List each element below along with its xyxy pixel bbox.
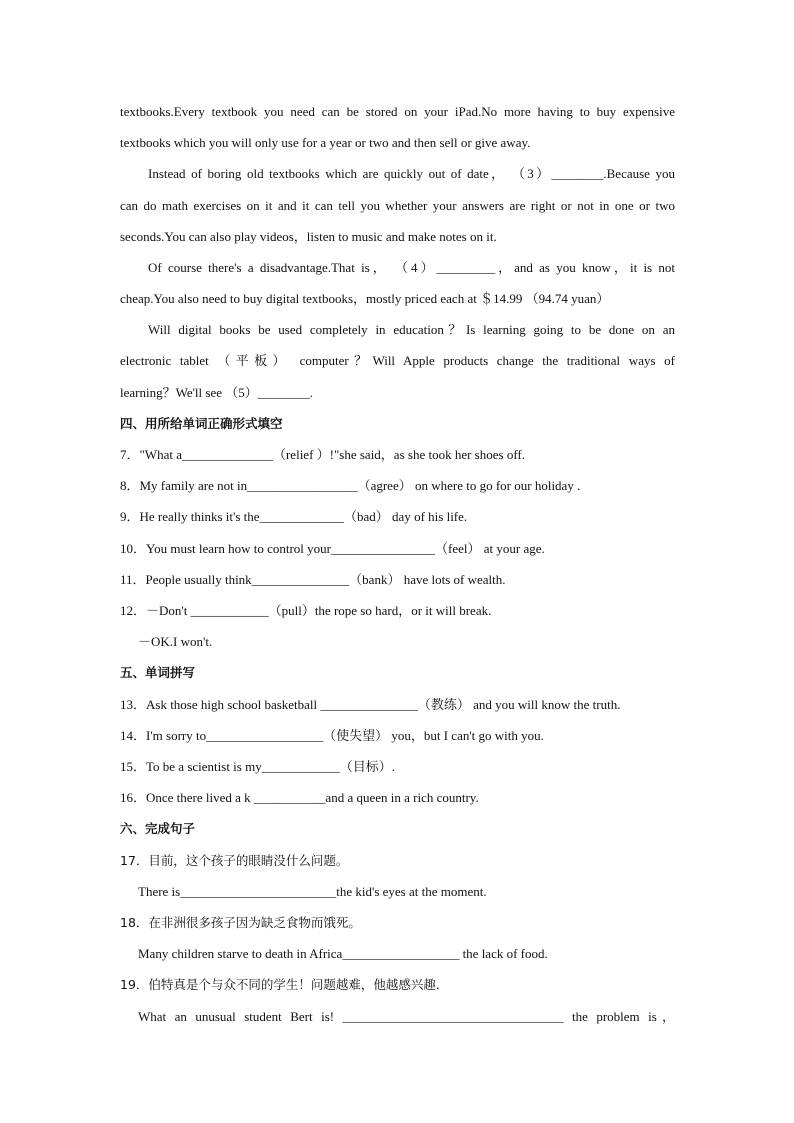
section-heading: 五、单词拼写 [120,665,196,680]
passage-line: cheap.You also need to buy digital textbooks，mostly priced each at ＄14.99 （94.74 yuan） [120,291,610,306]
question-17-prompt: 17．目前，这个孩子的眼睛没什么问题。 [120,853,349,868]
passage-line: Instead of boring old textbooks which are quickly out of date， （3）________.Because you [148,166,675,181]
question-18-answer: Many children starve to death in Africa__________________ the lack of food. [138,946,548,961]
passage-line: electronic tablet （平板） computer？Will Apple products change the traditional ways of [120,353,675,368]
passage-line: Of course there's a disadvantage.That is， （4）_________，and as you know，it is not [148,260,675,275]
section-heading: 四、用所给单词正确形式填空 [120,416,283,431]
question-8: 8．My family are not in_________________（agree） on where to go for our holiday . [120,478,581,493]
question-7: 7．"What a______________（relief ）!"she said，as she took her shoes off. [120,447,525,462]
question-17-answer: There is________________________the kid's eyes at the moment. [138,884,487,899]
passage-line: textbooks which you will only use for a year or two and then sell or give away. [120,135,531,150]
question-19-prompt: 19．伯特真是个与众不同的学生！问题越难，他越感兴趣． [120,977,449,992]
section-heading: 六、完成句子 [120,821,196,836]
passage-line: learning？We'll see （5）________. [120,385,314,400]
question-12-reply: －OK.I won't. [138,634,213,649]
passage-line: can do math exercises on it and it can tell you whether your answers are right or not in one or two [120,198,675,213]
question-11: 11．People usually think_______________（bank） have lots of wealth. [120,572,506,587]
passage-line: Will digital books be used completely in education？Is learning going to be done on an [148,322,675,337]
question-19-answer: What an unusual student Bert is! __________________________________ the problem is， [138,1009,675,1024]
question-12: 12．－Don't ____________（pull）the rope so hard，or it will break. [120,603,492,618]
question-13: 13．Ask those high school basketball _______________（教练） and you will know the truth. [120,697,621,712]
question-15: 15．To be a scientist is my____________（目标）. [120,759,395,774]
question-14: 14．I'm sorry to__________________（使失望） you，but I can't go with you. [120,728,544,743]
question-10: 10．You must learn how to control your________________（feel） at your age. [120,541,545,556]
question-18-prompt: 18．在非洲很多孩子因为缺乏食物而饿死。 [120,915,361,930]
question-9: 9．He really thinks it's the_____________（bad） day of his life. [120,509,468,524]
passage-line: textbooks.Every textbook you need can be stored on your iPad.No more having to buy expensive [120,104,675,119]
passage-line: seconds.You can also play videos，listen to music and make notes on it. [120,229,497,244]
question-16: 16．Once there lived a k ___________and a queen in a rich country. [120,790,479,805]
